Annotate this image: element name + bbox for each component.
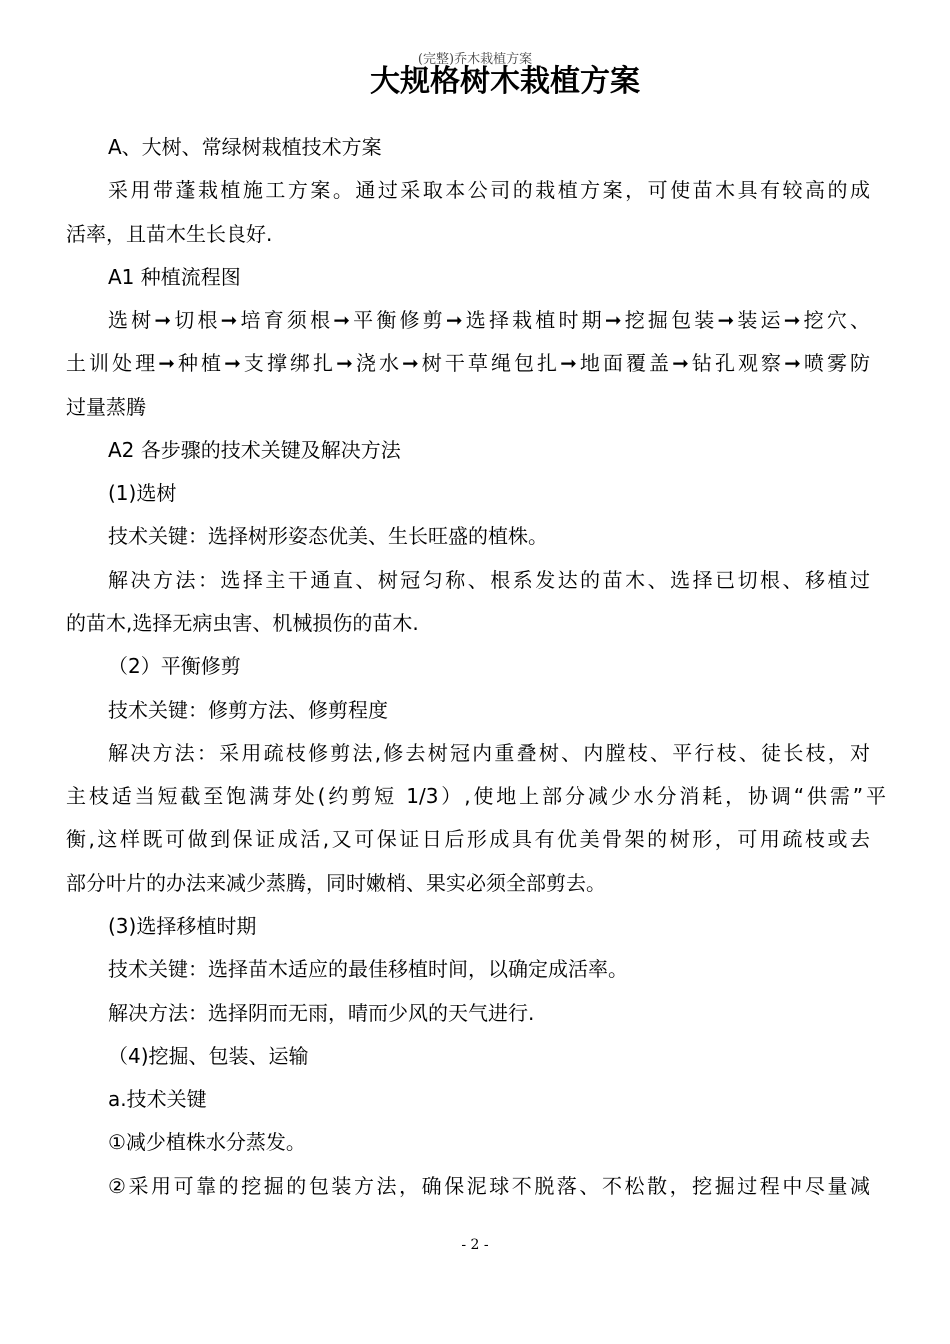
paragraph-line: 衡,这样既可做到保证成活,又可保证日后形成具有优美骨架的树形，可用疏枝或去 (66, 827, 870, 851)
page-number: - 2 - (461, 1237, 489, 1253)
paragraph-line: 活率，且苗木生长良好. (66, 222, 273, 246)
paragraph-line: 采用带蓬栽植施工方案。通过采取本公司的栽植方案，可使苗木具有较高的成 (108, 178, 870, 202)
list-item: ②采用可靠的挖掘的包装方法，确保泥球不脱落、不松散，挖掘过程中尽量减 (108, 1174, 870, 1198)
paragraph-line: 解决方法：采用疏枝修剪法,修去树冠内重叠树、内膛枝、平行枝、徒长枝，对 (108, 741, 870, 765)
process-flow-line: 土训处理➞种植➞支撑绑扎➞浇水➞树干草绳包扎➞地面覆盖➞钻孔观察➞喷雾防 (66, 351, 870, 375)
section-heading-a2: A2 各步骤的技术关键及解决方法 (108, 438, 401, 462)
paragraph-line: 主枝适当短截至饱满芽处(约剪短 1/3）,使地上部分减少水分消耗，协调“供需”平 (66, 784, 886, 808)
paragraph-line: 的苗木,选择无病虫害、机械损伤的苗木. (66, 611, 419, 635)
list-item: ①减少植株水分蒸发。 (108, 1130, 306, 1154)
paragraph-line: 解决方法：选择阴而无雨，晴而少风的天气进行. (108, 1001, 535, 1025)
list-heading: a.技术关键 (108, 1087, 207, 1111)
process-flow-line: 过量蒸腾 (66, 395, 146, 419)
subsection-heading: (1)选树 (108, 481, 177, 505)
section-heading-a1: A1 种植流程图 (108, 265, 241, 289)
running-header: (完整)乔木栽植方案 (417, 52, 533, 67)
paragraph-line: 部分叶片的办法来减少蒸腾，同时嫩梢、果实必须全部剪去。 (66, 871, 606, 895)
subsection-heading: （4)挖掘、包装、运输 (108, 1044, 309, 1068)
process-flow-line: 选树➞切根➞培育须根➞平衡修剪➞选择栽植时期➞挖掘包装➞装运➞挖穴、 (108, 308, 870, 332)
subsection-heading: （2）平衡修剪 (108, 654, 241, 678)
section-heading-a: A、大树、常绿树栽植技术方案 (108, 135, 382, 159)
document-title: 大规格树木栽植方案 (370, 64, 640, 99)
paragraph-line: 解决方法：选择主干通直、树冠匀称、根系发达的苗木、选择已切根、移植过 (108, 568, 870, 592)
paragraph-line: 技术关键：选择苗木适应的最佳移植时间，以确定成活率。 (108, 957, 628, 981)
subsection-heading: (3)选择移植时期 (108, 914, 257, 938)
paragraph-line: 技术关键：选择树形姿态优美、生长旺盛的植株。 (108, 524, 548, 548)
paragraph-line: 技术关键：修剪方法、修剪程度 (108, 698, 388, 722)
